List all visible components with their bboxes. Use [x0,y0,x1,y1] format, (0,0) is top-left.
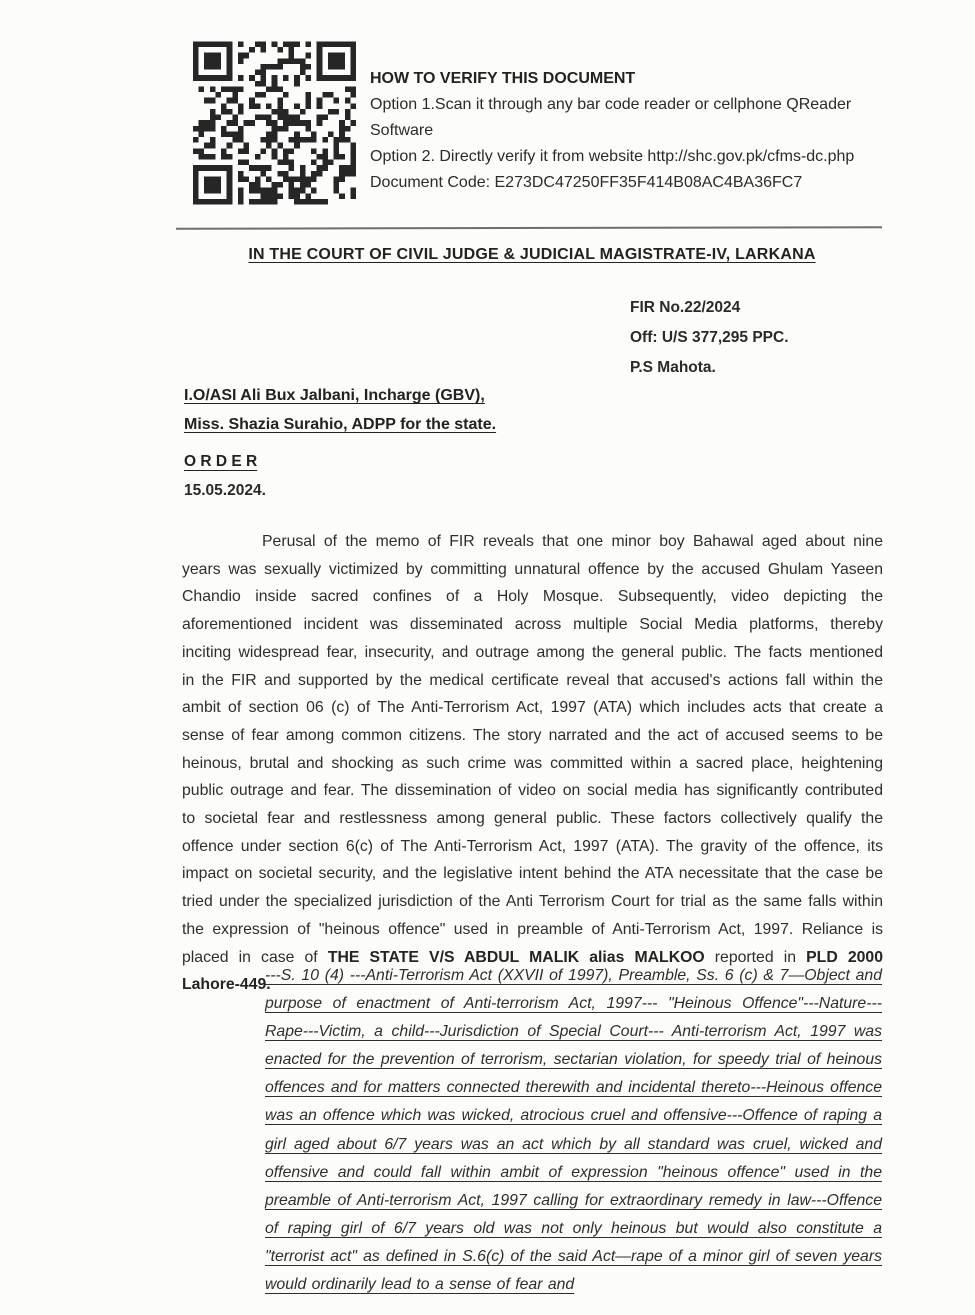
appearing-parties [184,381,496,439]
order-body-paragraph [182,528,883,999]
order-body-text: Perusal of the memo of FIR reveals that one minor boy Bahawal aged about nine years was sexually victimized by committing unnatural offence by the accused Ghulam Yaseen Chandio inside sacred confines of a Holy Mosque. Subsequently, video depicting the aforementioned incident was disseminated across multiple Social Media platforms, thereby inciting widespread fear, insecurity, and outrage among the general public. The facts mentioned in the FIR and supported by the medical certificate reveal that accused's actions fall within the ambit of section 06 (c) of The Anti-Terrorism Act, 1997 (ATA) which includes acts that create a sense of fear among common citizens. The story narrated and the act of accused seems to be heinous, brutal and shocking as such crime was committed within a sacred place, heightening public outrage and fear. The dissemination of video on social media has significantly contributed to societal fear and restlessness among general public. These factors collectively qualify the offence under section 6(c) of The Anti-Terrorism Act, 1997 (ATA). The gravity of the offence, its impact on societal security, and the legislative intent behind the ATA necessitate that the case be tried under the specialized jurisdiction of the Anti Terrorism Court for trial as the same falls within the expression of "heinous offence" used in preamble of Anti-Terrorism Act, 1997. Reliance is placed in case of [182,533,883,966]
order-date: 15.05.2024. [184,482,266,499]
verification-instructions [370,66,910,206]
precedent-quote: ---S. 10 (4) ---Anti-Terrorism Act (XXVII of 1997), Preamble, Ss. 6 (c) & 7—Object and purpose of enactment of Anti-terrorism Act, 1997--- "Heinous Offence"---Nature---Rape---Victim, a child---Jurisdiction of Special Court--- Anti-terrorism Act, 1997 was enacted for the prevention of terrorism, sectarian violation, for speedy trial of heinous offences and for matters connected therewith and incidental thereto---Heinous offence was an offence which was wicked, atrocious cruel and offensive---Offence of raping a girl aged about 6/7 years was an act which by all standard was cruel, wicked and offensive and could fall within ambit of expression "heinous offence" used in the preamble of Anti-terrorism Act, 1997 calling for extraordinary remedy in law---Offence of raping girl of 6/7 years old was not only heinous but would also constitute a "terrorist act" as defined in S.6(c) of the said Act—rape of a minor girl of seven years would ordinarily lead to a sense of fear and [265,967,882,1294]
verify-option1-line2: Software [370,122,434,139]
verification-section [193,40,910,206]
verify-title: HOW TO VERIFY THIS DOCUMENT [370,70,636,87]
report-reference: PLD 2000 Lahore-449. [182,948,883,994]
verify-option2: Option 2. Directly verify it from website http://shc.gov.pk/cfms-dc.php [370,148,855,165]
verify-document-code: Document Code: E273DC47250FF35F414B08AC4BA36FC7 [370,174,803,191]
offence-section: Off: U/S 377,295 PPC. [630,329,789,346]
case-citation: THE STATE V/S ABDUL MALIK alias MALKOO [327,948,705,966]
qr-code-icon [193,40,356,206]
case-info-block [630,293,789,383]
separator-line [176,226,882,229]
state-prosecutor: Miss. Shazia Surahio, ADPP for the state. [184,416,497,433]
police-station: P.S Mahota. [630,359,716,376]
qr-code-svg [193,40,356,206]
court-title: IN THE COURT OF CIVIL JUDGE & JUDICIAL MAGISTRATE-IV, LARKANA [248,246,816,263]
fir-number: FIR No.22/2024 [630,299,741,316]
verify-option1-line1: Option 1.Scan it through any bar code reader or cellphone QReader [370,96,852,113]
order-heading: O R D E R [184,453,258,470]
order-body-connector: reported in [704,948,807,966]
investigating-officer: I.O/ASI Ali Bux Jalbani, Incharge (GBV), [184,387,485,404]
